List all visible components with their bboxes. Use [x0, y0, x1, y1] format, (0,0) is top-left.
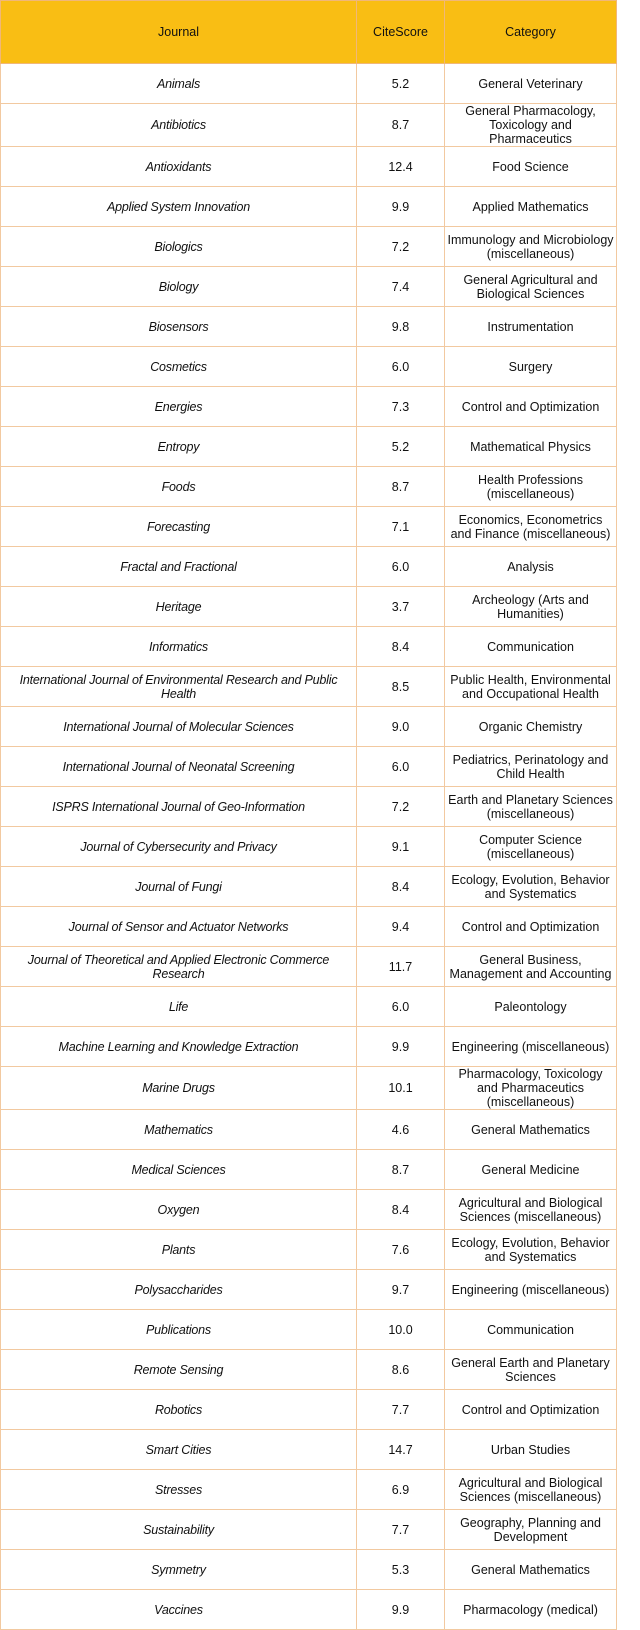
header-journal: Journal [1, 1, 357, 64]
citescore-cell: 6.0 [357, 987, 445, 1027]
category-cell: General Pharmacology, Toxicology and Pharmaceutics [445, 104, 617, 147]
journal-cell: International Journal of Neonatal Screening [1, 747, 357, 787]
table-row [1, 547, 617, 587]
citescore-cell: 7.2 [357, 227, 445, 267]
category-cell: Food Science [445, 147, 617, 187]
category-cell: Surgery [445, 347, 617, 387]
table-row [1, 387, 617, 427]
journal-cell: Oxygen [1, 1190, 357, 1230]
category-cell: Instrumentation [445, 307, 617, 347]
journal-cell: Polysaccharides [1, 1270, 357, 1310]
table-row [1, 1150, 617, 1190]
category-cell: Analysis [445, 547, 617, 587]
table-row [1, 227, 617, 267]
table-row [1, 627, 617, 667]
journal-cell: International Journal of Molecular Sciences [1, 707, 357, 747]
citescore-cell: 9.9 [357, 187, 445, 227]
journal-cell: Publications [1, 1310, 357, 1350]
journal-cell: Remote Sensing [1, 1350, 357, 1390]
table-row [1, 1470, 617, 1510]
journal-cell: Biologics [1, 227, 357, 267]
journal-cell: Biology [1, 267, 357, 307]
category-cell: Computer Science (miscellaneous) [445, 827, 617, 867]
category-cell: Agricultural and Biological Sciences (miscellaneous) [445, 1190, 617, 1230]
category-cell: Pediatrics, Perinatology and Child Health [445, 747, 617, 787]
header-citescore: CiteScore [357, 1, 445, 64]
table-row [1, 64, 617, 104]
category-cell: Mathematical Physics [445, 427, 617, 467]
citescore-cell: 9.0 [357, 707, 445, 747]
category-cell: Control and Optimization [445, 907, 617, 947]
category-cell: Pharmacology, Toxicology and Pharmaceutics (miscellaneous) [445, 1067, 617, 1110]
citescore-cell: 7.6 [357, 1230, 445, 1270]
table-row [1, 104, 617, 147]
journal-cell: Applied System Innovation [1, 187, 357, 227]
journal-cell: Entropy [1, 427, 357, 467]
citescore-cell: 4.6 [357, 1110, 445, 1150]
citescore-cell: 9.7 [357, 1270, 445, 1310]
citescore-cell: 7.7 [357, 1510, 445, 1550]
citescore-cell: 7.7 [357, 1390, 445, 1430]
category-cell: Organic Chemistry [445, 707, 617, 747]
category-cell: General Mathematics [445, 1550, 617, 1590]
journal-cell: Vaccines [1, 1590, 357, 1630]
citescore-cell: 10.0 [357, 1310, 445, 1350]
journal-cell: Marine Drugs [1, 1067, 357, 1110]
table-row [1, 1110, 617, 1150]
table-row [1, 827, 617, 867]
journal-cell: Robotics [1, 1390, 357, 1430]
table-row [1, 787, 617, 827]
journal-cell: Machine Learning and Knowledge Extraction [1, 1027, 357, 1067]
table-row [1, 747, 617, 787]
category-cell: Agricultural and Biological Sciences (miscellaneous) [445, 1470, 617, 1510]
table-row [1, 267, 617, 307]
citescore-cell: 6.0 [357, 547, 445, 587]
citescore-cell: 11.7 [357, 947, 445, 987]
table-row [1, 867, 617, 907]
journal-cell: Journal of Cybersecurity and Privacy [1, 827, 357, 867]
journal-cell: Life [1, 987, 357, 1027]
category-cell: General Veterinary [445, 64, 617, 104]
category-cell: Economics, Econometrics and Finance (miscellaneous) [445, 507, 617, 547]
table-row [1, 1390, 617, 1430]
table-row [1, 1550, 617, 1590]
journal-cell: Stresses [1, 1470, 357, 1510]
table-row [1, 1190, 617, 1230]
category-cell: General Earth and Planetary Sciences [445, 1350, 617, 1390]
journal-cell: Medical Sciences [1, 1150, 357, 1190]
citescore-cell: 14.7 [357, 1430, 445, 1470]
journal-cell: Mathematics [1, 1110, 357, 1150]
journal-cell: ISPRS International Journal of Geo-Information [1, 787, 357, 827]
journal-cell: Journal of Theoretical and Applied Electronic Commerce Research [1, 947, 357, 987]
table-row [1, 1430, 617, 1470]
category-cell: General Agricultural and Biological Sciences [445, 267, 617, 307]
category-cell: Archeology (Arts and Humanities) [445, 587, 617, 627]
category-cell: General Medicine [445, 1150, 617, 1190]
citescore-cell: 9.4 [357, 907, 445, 947]
category-cell: Pharmacology (medical) [445, 1590, 617, 1630]
category-cell: General Business, Management and Accounting [445, 947, 617, 987]
table-row [1, 1067, 617, 1110]
citescore-cell: 8.7 [357, 467, 445, 507]
citescore-cell: 8.5 [357, 667, 445, 707]
citescore-cell: 8.7 [357, 104, 445, 147]
table-row [1, 347, 617, 387]
journal-cell: Animals [1, 64, 357, 104]
table-row [1, 987, 617, 1027]
category-cell: Health Professions (miscellaneous) [445, 467, 617, 507]
category-cell: Urban Studies [445, 1430, 617, 1470]
journal-cell: Heritage [1, 587, 357, 627]
table-body [1, 64, 617, 1630]
journal-cell: Fractal and Fractional [1, 547, 357, 587]
category-cell: Control and Optimization [445, 1390, 617, 1430]
citescore-cell: 6.9 [357, 1470, 445, 1510]
citescore-cell: 7.1 [357, 507, 445, 547]
header-category: Category [445, 1, 617, 64]
citescore-cell: 9.9 [357, 1590, 445, 1630]
journal-cell: Journal of Fungi [1, 867, 357, 907]
journal-cell: Foods [1, 467, 357, 507]
category-cell: Public Health, Environmental and Occupational Health [445, 667, 617, 707]
citescore-cell: 8.4 [357, 627, 445, 667]
table-row [1, 467, 617, 507]
category-cell: Paleontology [445, 987, 617, 1027]
table-row [1, 1270, 617, 1310]
journal-cell: Plants [1, 1230, 357, 1270]
category-cell: Immunology and Microbiology (miscellaneous) [445, 227, 617, 267]
category-cell: Geography, Planning and Development [445, 1510, 617, 1550]
citescore-cell: 9.9 [357, 1027, 445, 1067]
table-row [1, 1510, 617, 1550]
citescore-cell: 10.1 [357, 1067, 445, 1110]
citescore-cell: 12.4 [357, 147, 445, 187]
table-row [1, 1590, 617, 1630]
citescore-cell: 9.1 [357, 827, 445, 867]
table-row [1, 667, 617, 707]
citescore-cell: 7.3 [357, 387, 445, 427]
journal-cell: Antioxidants [1, 147, 357, 187]
category-cell: Communication [445, 627, 617, 667]
journal-cell: Forecasting [1, 507, 357, 547]
category-cell: Control and Optimization [445, 387, 617, 427]
journal-cell: Smart Cities [1, 1430, 357, 1470]
category-cell: Ecology, Evolution, Behavior and Systematics [445, 867, 617, 907]
category-cell: Engineering (miscellaneous) [445, 1270, 617, 1310]
category-cell: Communication [445, 1310, 617, 1350]
journal-cell: Antibiotics [1, 104, 357, 147]
journal-cell: Journal of Sensor and Actuator Networks [1, 907, 357, 947]
table-row [1, 427, 617, 467]
citescore-cell: 9.8 [357, 307, 445, 347]
citescore-cell: 7.2 [357, 787, 445, 827]
journal-cell: Symmetry [1, 1550, 357, 1590]
header-row [1, 1, 617, 64]
table-row [1, 587, 617, 627]
table-row [1, 147, 617, 187]
citescore-cell: 7.4 [357, 267, 445, 307]
table-row [1, 1230, 617, 1270]
citescore-cell: 8.4 [357, 867, 445, 907]
journal-cell: International Journal of Environmental Research and Public Health [1, 667, 357, 707]
journal-cell: Informatics [1, 627, 357, 667]
table-row [1, 907, 617, 947]
journal-cell: Energies [1, 387, 357, 427]
journal-cell: Sustainability [1, 1510, 357, 1550]
category-cell: General Mathematics [445, 1110, 617, 1150]
table-row [1, 1350, 617, 1390]
table-row [1, 947, 617, 987]
citescore-cell: 8.4 [357, 1190, 445, 1230]
category-cell: Earth and Planetary Sciences (miscellaneous) [445, 787, 617, 827]
category-cell: Applied Mathematics [445, 187, 617, 227]
citescore-cell: 3.7 [357, 587, 445, 627]
category-cell: Engineering (miscellaneous) [445, 1027, 617, 1067]
citescore-cell: 5.2 [357, 64, 445, 104]
category-cell: Ecology, Evolution, Behavior and Systematics [445, 1230, 617, 1270]
journal-cell: Cosmetics [1, 347, 357, 387]
table-row [1, 1310, 617, 1350]
table-row [1, 707, 617, 747]
table-row [1, 187, 617, 227]
citescore-cell: 6.0 [357, 747, 445, 787]
table-row [1, 307, 617, 347]
table-row [1, 1027, 617, 1067]
journal-cell: Biosensors [1, 307, 357, 347]
citescore-cell: 8.6 [357, 1350, 445, 1390]
citescore-cell: 8.7 [357, 1150, 445, 1190]
table-row [1, 507, 617, 547]
citescore-cell: 5.3 [357, 1550, 445, 1590]
citescore-cell: 6.0 [357, 347, 445, 387]
citescore-cell: 5.2 [357, 427, 445, 467]
